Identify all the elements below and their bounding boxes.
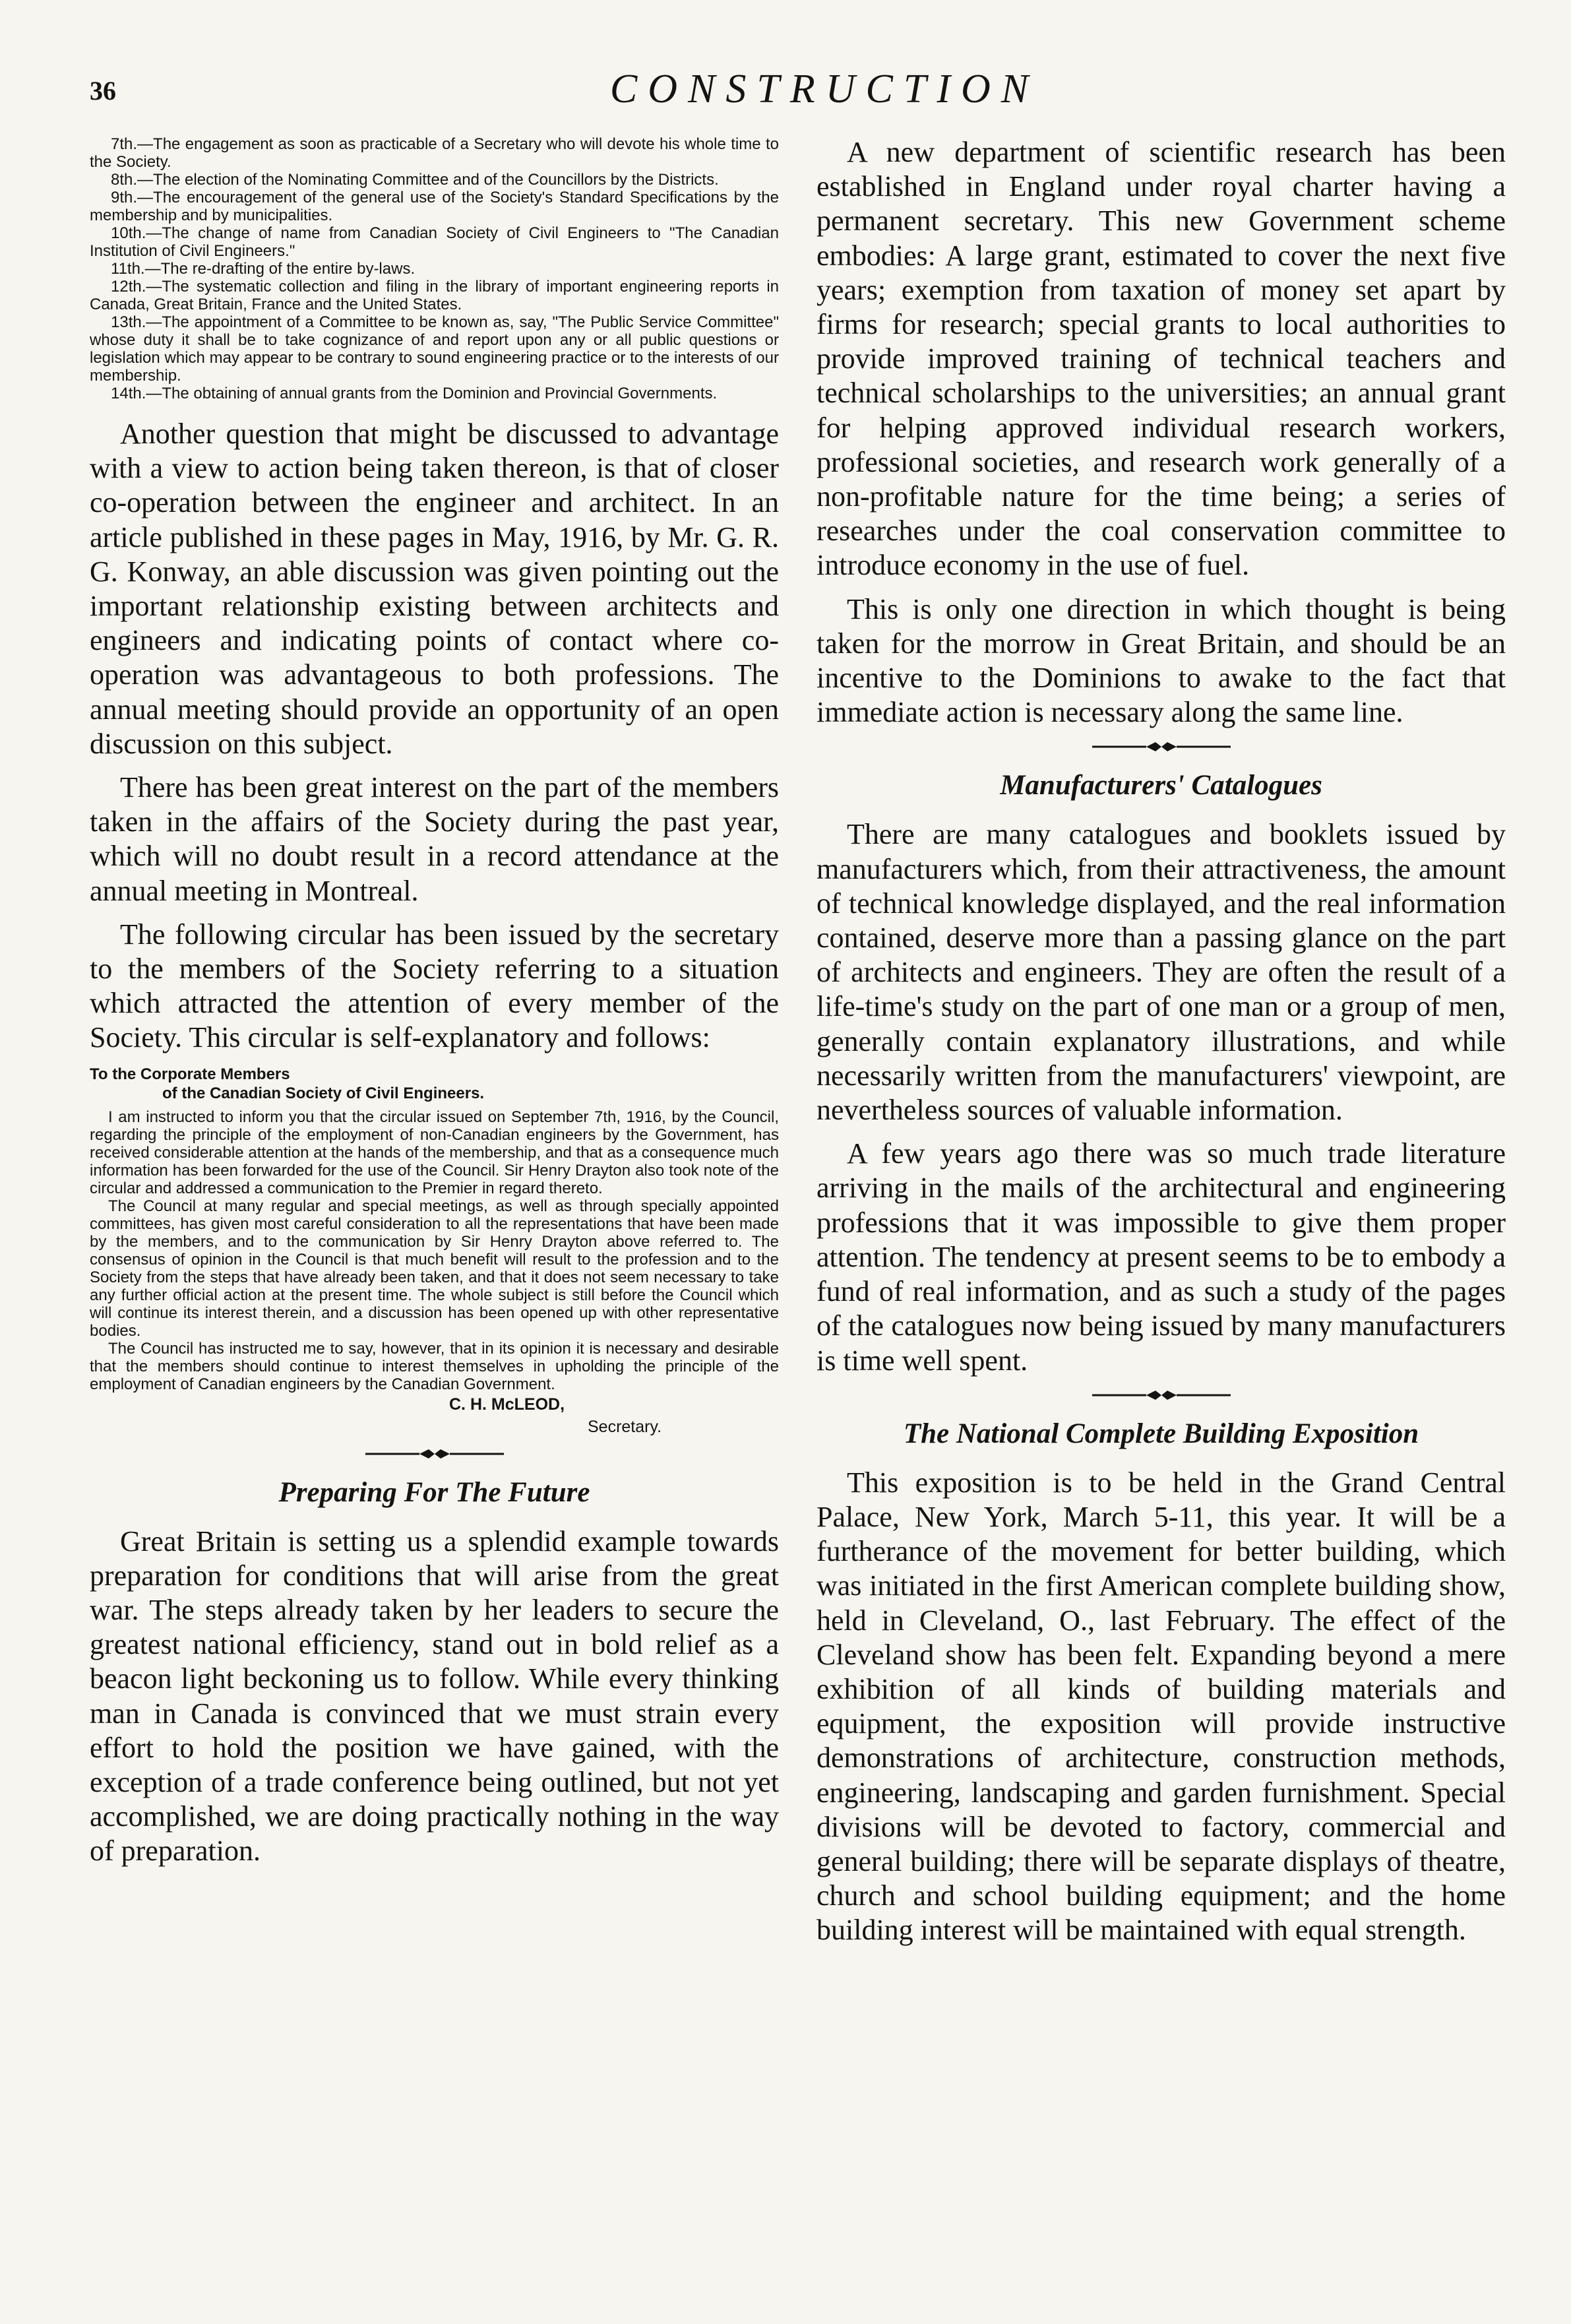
- signature-name: C. H. McLEOD,: [449, 1395, 565, 1414]
- body-paragraph: This is only one direction in which thought is being taken for the morrow in Great Britain, and should be an incentive to the Dominions to awake to the fact that immediate action is necessary along the same line.: [816, 592, 1506, 729]
- body-paragraph: A few years ago there was so much trade literature arriving in the mails of the architectural and engineering professions that it was impossible to give them proper attention. The tendency at present seems to be to embody a fund of real information, and as such a study of the pages of the catalogues now being issued by many manufacturers is time well spent.: [816, 1137, 1506, 1377]
- letter-paragraph: The Council has instructed me to say, however, that in its opinion it is necessary and desirable that the members should continue to interest themselves in upholding the principle of the employment of Canadian engineers by the Canadian Government.: [90, 1339, 779, 1393]
- letter-salutation: [90, 1065, 779, 1103]
- circular-letter: [90, 1065, 779, 1438]
- body-paragraph: This exposition is to be held in the Grand Central Palace, New York, March 5-11, this year. It will be a furtherance of the movement for better building, which was initiated in the first American complete building show, held in Cleveland, O., last February. The effect of the Cleveland show has been felt. Expanding beyond a mere exhibition of all kinds of building materials and equipment, the exposition will provide instructive demonstrations of architecture, construction methods, engineering, landscaping and garden furnishment. Special divisions will be devoted to factory, commercial and general building; there will be separate displays of theatre, church and school building equipment; and the home building interest will be maintained with equal strength.: [816, 1466, 1506, 1947]
- body-paragraph: A new department of scientific research has been established in England under royal charter having a permanent secretary. This new Government scheme embodies: A large grant, estimated to cover the next five years; exemption from taxation of money set apart by firms for research; special grants to local authorities to provide improved training of technical teachers and technical scholarships to the universities; an annual grant for helping approved individual research workers, professional societies, and research work generally of a non-profitable nature for the time being; a series of researches under the coal conservation committee to introduce economy in the use of fuel.: [816, 136, 1506, 582]
- page-number: 36: [90, 76, 116, 106]
- body-paragraph: There are many catalogues and booklets issued by manufacturers which, from their attractiveness, the amount of technical knowledge displayed, and the real information contained, deserve more than a passing glance on the part of architects and engineers. They are often the result of a life-time's study on the part of one man or a group of men, generally contain explanatory illustrations, and while necessarily written from the manufacturers' viewpoint, are nevertheless sources of valuable information.: [816, 818, 1506, 1127]
- section-title-preparing: Preparing For The Future: [278, 1476, 590, 1508]
- running-title: CONSTRUCTION: [609, 67, 1039, 111]
- section-divider-ornament: [1092, 739, 1231, 755]
- list-item: 7th.—The engagement as soon as practicable of a Secretary who will devote his whole time to the Society.: [90, 135, 779, 171]
- signature-title: Secretary.: [588, 1417, 662, 1436]
- salutation-line: of the Canadian Society of Civil Engineers.: [162, 1084, 485, 1102]
- editorial-body: [90, 417, 779, 1055]
- body-paragraph: The following circular has been issued by the secretary to the members of the Society referring to a situation which attracted the attention of every member of the Society. This circular is self-explanatory and follows:: [90, 918, 779, 1054]
- section-body-catalogues: [816, 817, 1506, 1377]
- salutation-line: To the Corporate Members: [90, 1065, 290, 1083]
- section-body-exposition: [816, 1466, 1506, 1948]
- list-item: 14th.—The obtaining of annual grants from the Dominion and Provincial Governments.: [111, 385, 718, 402]
- list-item: 11th.—The re-drafting of the entire by-laws.: [111, 260, 416, 278]
- page-header: [0, 66, 1571, 125]
- list-item: 12th.—The systematic collection and filing in the library of important engineering reports in Canada, Great Britain, France and the United States.: [90, 278, 779, 313]
- list-item: 8th.—The election of the Nominating Committee and of the Councillors by the Districts.: [111, 171, 719, 189]
- body-paragraph: Another question that might be discussed to advantage with a view to action being taken thereon, is that of closer co-operation between the engineer and architect. In an article published in these pages in May, 1916, by Mr. G. R. G. Konway, an able discussion was given pointing out the important relationship existing between architects and engineers and indicating points of contact where co-operation was advantageous to both professions. The annual meeting should provide an opportunity of an open discussion on this subject.: [90, 418, 779, 760]
- section-title-exposition: The National Complete Building Exposition: [903, 1418, 1419, 1449]
- section-divider-ornament: [365, 1446, 504, 1462]
- right-column: [816, 135, 1506, 1957]
- resolution-list: [90, 135, 779, 402]
- section-body-preparing: [90, 1524, 779, 1869]
- list-item: 10th.—The change of name from Canadian Society of Civil Engineers to "The Canadian Institution of Civil Engineers.": [90, 224, 779, 260]
- research-body: [816, 135, 1506, 730]
- list-item: 13th.—The appointment of a Committee to be known as, say, "The Public Service Committee" whose duty it shall be to take cognizance of and report upon any or all public questions or legislation which may appear to be contrary to sound engineering practice or to the interests of our membership.: [90, 313, 779, 385]
- letter-signature: [90, 1393, 779, 1438]
- section-title-catalogues: Manufacturers' Catalogues: [1000, 770, 1322, 801]
- list-item: 9th.—The encouragement of the general use of the Society's Standard Specifications by the membership and by municipalities.: [90, 189, 779, 224]
- body-paragraph: Great Britain is setting us a splendid example towards preparation for conditions that will arise from the great war. The steps already taken by her leaders to secure the greatest national efficiency, stand out in bold relief as a beacon light beckoning us to follow. While every thinking man in Canada is convinced that we must strain every effort to hold the position we have gained, with the exception of a trade conference being outlined, but not yet accomplished, we are doing practically nothing in the way of preparation.: [90, 1524, 779, 1868]
- left-column: [90, 135, 779, 1878]
- body-paragraph: There has been great interest on the part of the members taken in the affairs of the Society during the past year, which will no doubt result in a record attendance at the annual meeting in Montreal.: [90, 771, 779, 907]
- letter-paragraph: I am instructed to inform you that the circular issued on September 7th, 1916, by the Council, regarding the principle of the employment of non-Canadian engineers by the Government, has received considerable attention at the hands of the membership, and that as a consequence much information has been forwarded for the use of the Council. Sir Henry Drayton also took note of the circular and addressed a communication to the Premier in regard thereto.: [90, 1108, 779, 1197]
- letter-paragraph: The Council at many regular and special meetings, as well as through specially appointed committees, has given most careful consideration to all the representations that have been made by the members, and to the communication by Sir Henry Drayton above referred to. The consensus of opinion in the Council is that much benefit will result to the profession and to the Society from the steps that have already been taken, and that it does not seem necessary to take any further official action at the present time. The whole subject is still before the Council which will continue its interest therein, and a discussion has been opened up with other representative bodies.: [90, 1197, 779, 1340]
- section-divider-ornament: [1092, 1387, 1231, 1403]
